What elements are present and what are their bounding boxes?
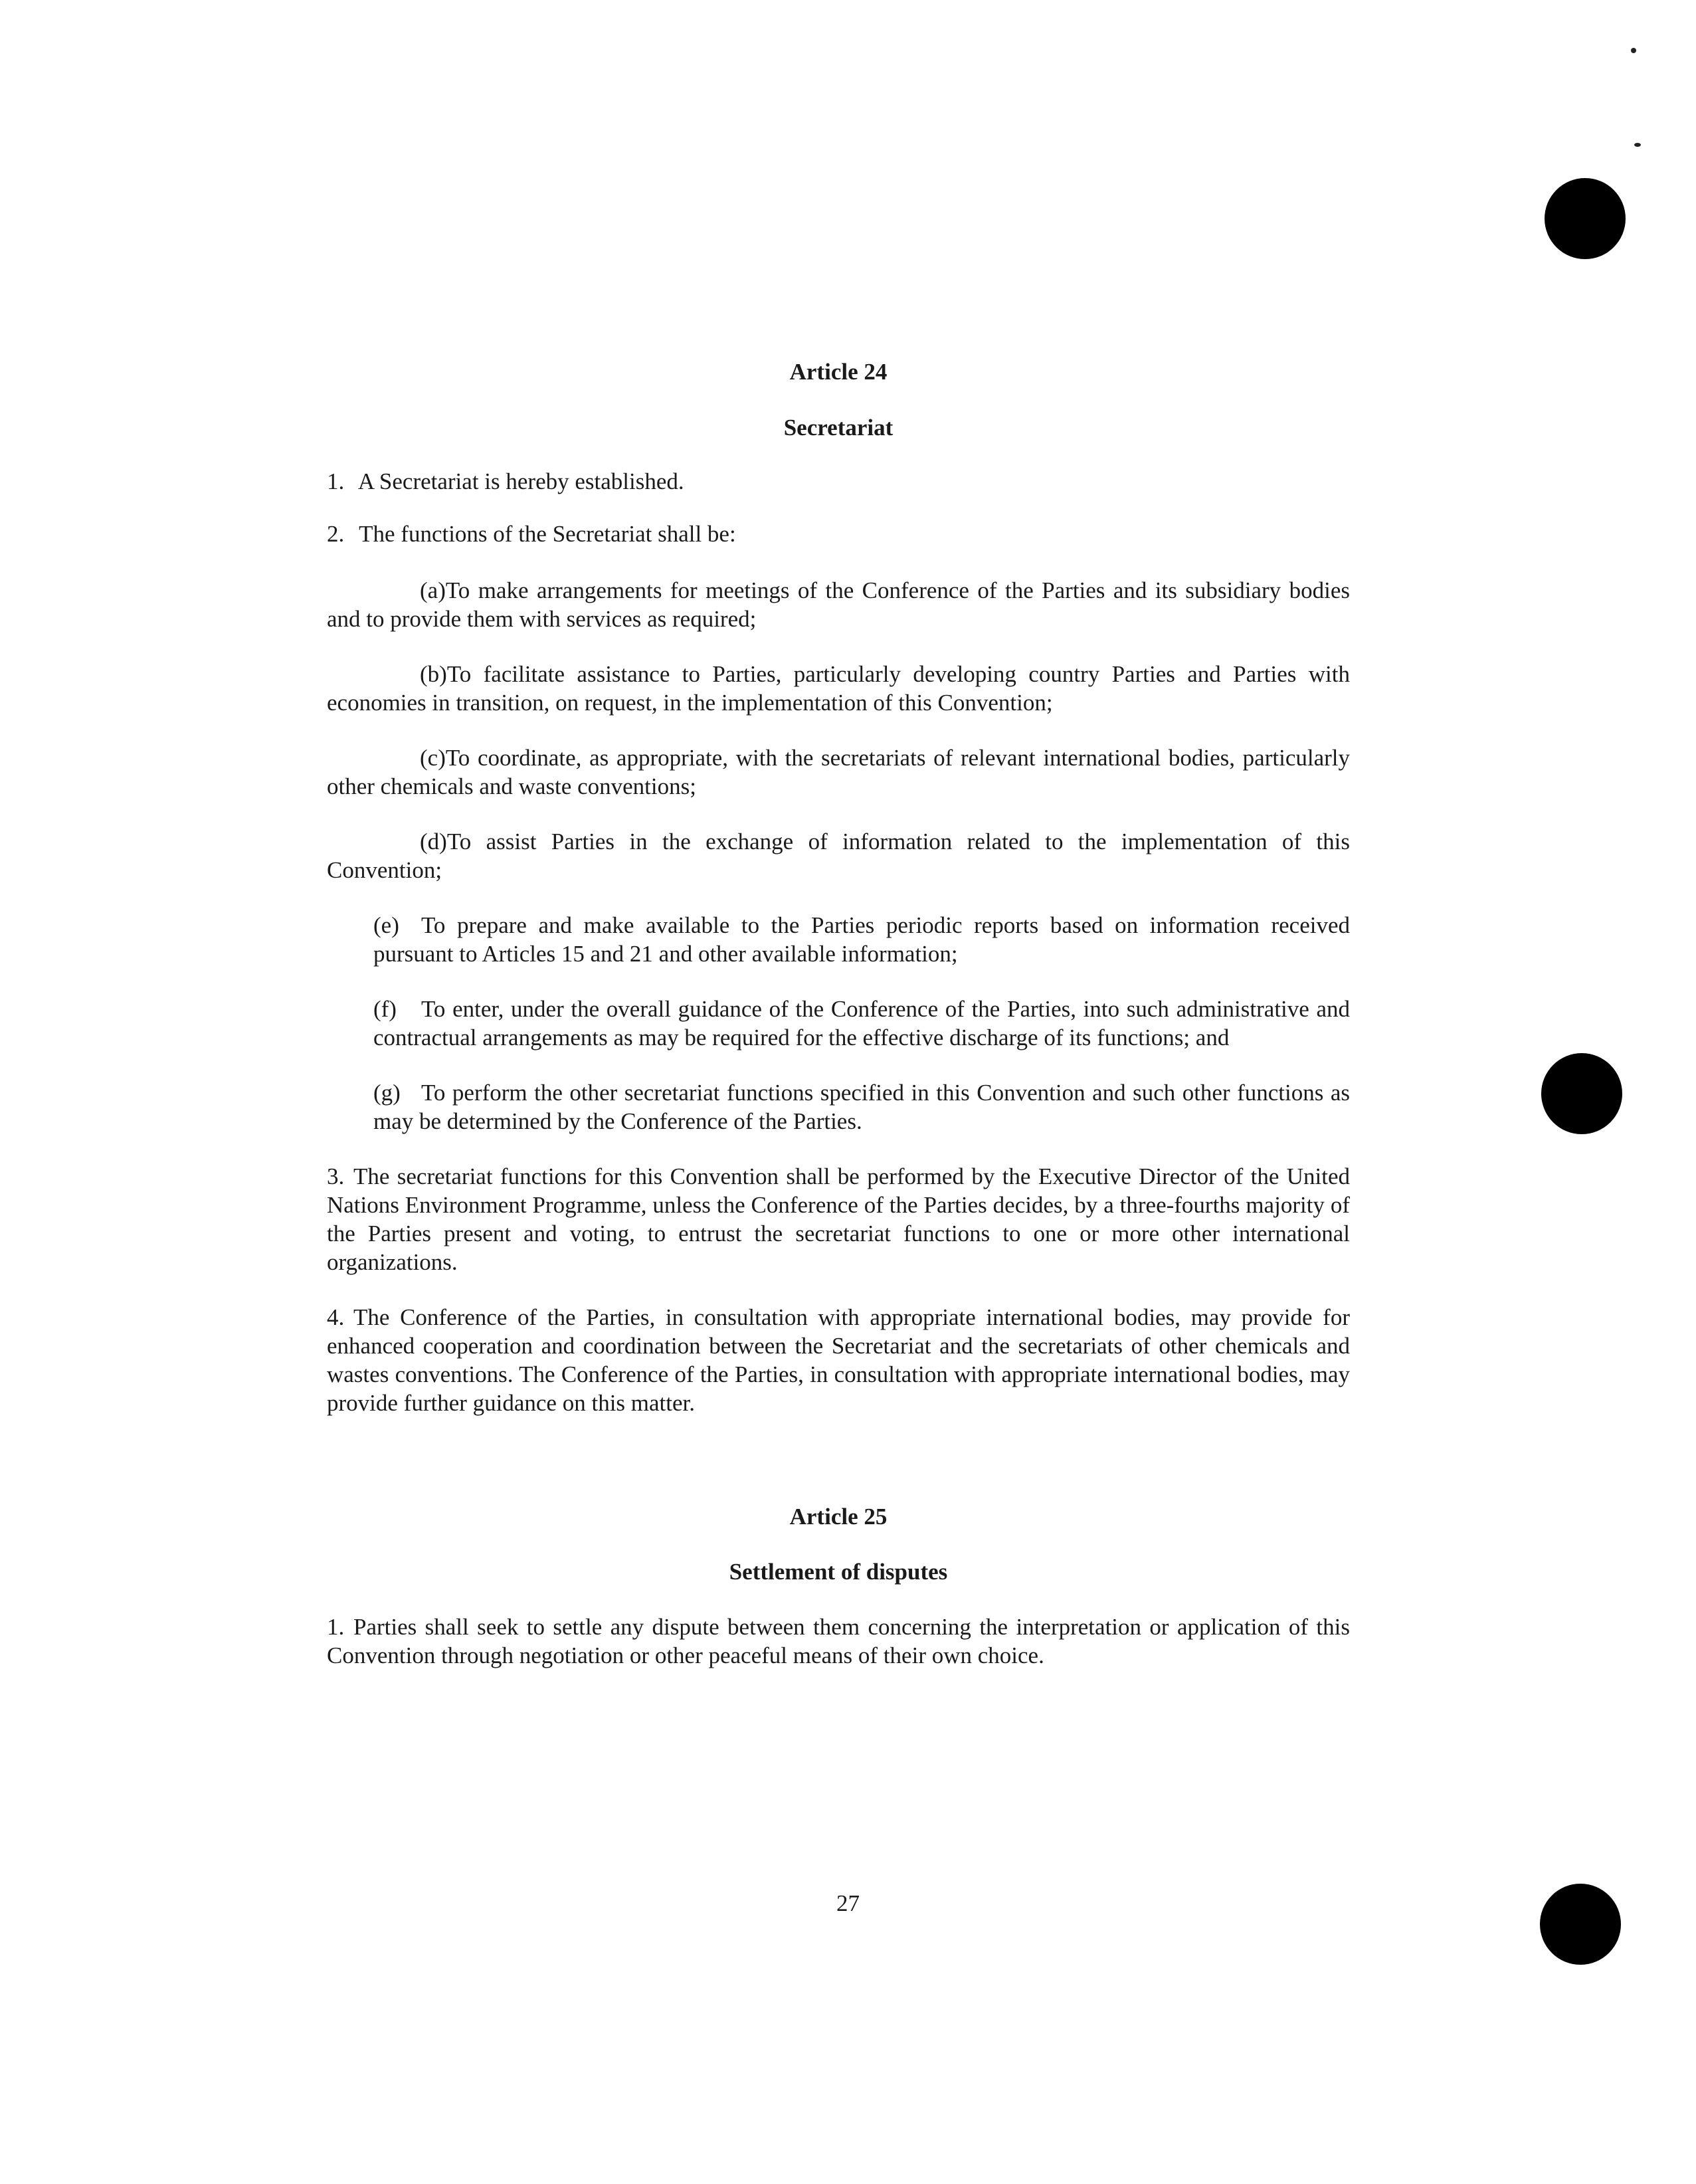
paragraph-text: The Conference of the Parties, in consultation with appropriate international bodies, may provide for enhanced cooperation and coordination between the Secretariat and the secretariats of other chemicals and wastes conventions. The Conference of the Parties, in consultation with appropriate international bodies, may provide further guidance on this matter. — [327, 1304, 1350, 1416]
article-24-paragraph-3 — [327, 1162, 1350, 1276]
paragraph-text: The functions of the Secretariat shall be: — [359, 521, 736, 547]
item-text: To perform the other secretariat functions specified in this Convention and such other functions as may be determined by the Conference of the Parties. — [373, 1080, 1350, 1134]
article-24-item-d — [327, 827, 1350, 884]
article-24-paragraph-4 — [327, 1303, 1350, 1417]
article-24-item-b — [327, 660, 1350, 717]
item-text: To make arrangements for meetings of the Conference of the Parties and its subsidiary bodies and to provide them with services as required; — [327, 577, 1350, 632]
paragraph-number: 1. — [327, 1614, 345, 1640]
article-25-paragraph-1 — [327, 1613, 1350, 1670]
item-text: To coordinate, as appropriate, with the secretariats of relevant international bodies, particularly other chemicals and waste conventions; — [327, 745, 1350, 799]
punch-hole-top — [1545, 178, 1626, 259]
item-text: To facilitate assistance to Parties, particularly developing country Parties and Parties with economies in transition, on request, in the implementation of this Convention; — [327, 661, 1350, 716]
item-label: (b) — [420, 661, 447, 687]
item-label: (e) — [373, 912, 399, 938]
paragraph-number: 1. — [327, 468, 345, 494]
paragraph-number: 2. — [327, 521, 345, 547]
article-24-item-a — [327, 576, 1350, 633]
article-24-item-g — [373, 1078, 1350, 1136]
paragraph-text: Parties shall seek to settle any dispute between them concerning the interpretation or application of this Convention through negotiation or other peaceful means of their own choice. — [327, 1614, 1350, 1668]
item-text: To enter, under the overall guidance of the Conference of the Parties, into such administrative and contractual arrangements as may be required for the effective discharge of its functions; and — [373, 996, 1350, 1050]
item-text: To prepare and make available to the Parties periodic reports based on information received pursuant to Articles 15 and 21 and other available information; — [373, 912, 1350, 967]
item-label: (g) — [373, 1080, 401, 1106]
item-label: (d) — [420, 829, 447, 854]
article-24-item-e — [373, 911, 1350, 968]
page-number: 27 — [836, 1890, 860, 1916]
punch-hole-middle — [1541, 1053, 1622, 1134]
scan-speck — [1631, 48, 1636, 53]
article-24-paragraph-2 — [327, 520, 1350, 548]
paragraph-number: 3. — [327, 1163, 345, 1189]
article-24-title: Article 24 — [789, 359, 888, 385]
paragraph-number: 4. — [327, 1304, 345, 1330]
document-body — [327, 346, 1350, 1670]
article-24-item-f — [373, 995, 1350, 1052]
item-label: (c) — [420, 745, 446, 771]
article-24-subtitle: Secretariat — [783, 415, 894, 441]
article-24-item-c — [327, 744, 1350, 801]
scan-speck — [1634, 143, 1641, 147]
item-label: (f) — [373, 996, 397, 1022]
article-24-paragraph-1 — [327, 467, 1350, 496]
item-label: (a) — [420, 577, 446, 603]
paragraph-text: A Secretariat is hereby established. — [357, 468, 684, 494]
item-text: To assist Parties in the exchange of information related to the implementation of this Convention; — [327, 829, 1350, 883]
paragraph-text: The secretariat functions for this Convention shall be performed by the Executive Director of the United Nations Environment Programme, unless the Conference of the Parties decides, by a three-fourths majority of the Parties present and voting, to entrust the secretariat functions to one or more other international organizations. — [327, 1163, 1350, 1275]
article-25-title: Article 25 — [789, 1504, 888, 1530]
article-25-subtitle: Settlement of disputes — [729, 1559, 948, 1585]
